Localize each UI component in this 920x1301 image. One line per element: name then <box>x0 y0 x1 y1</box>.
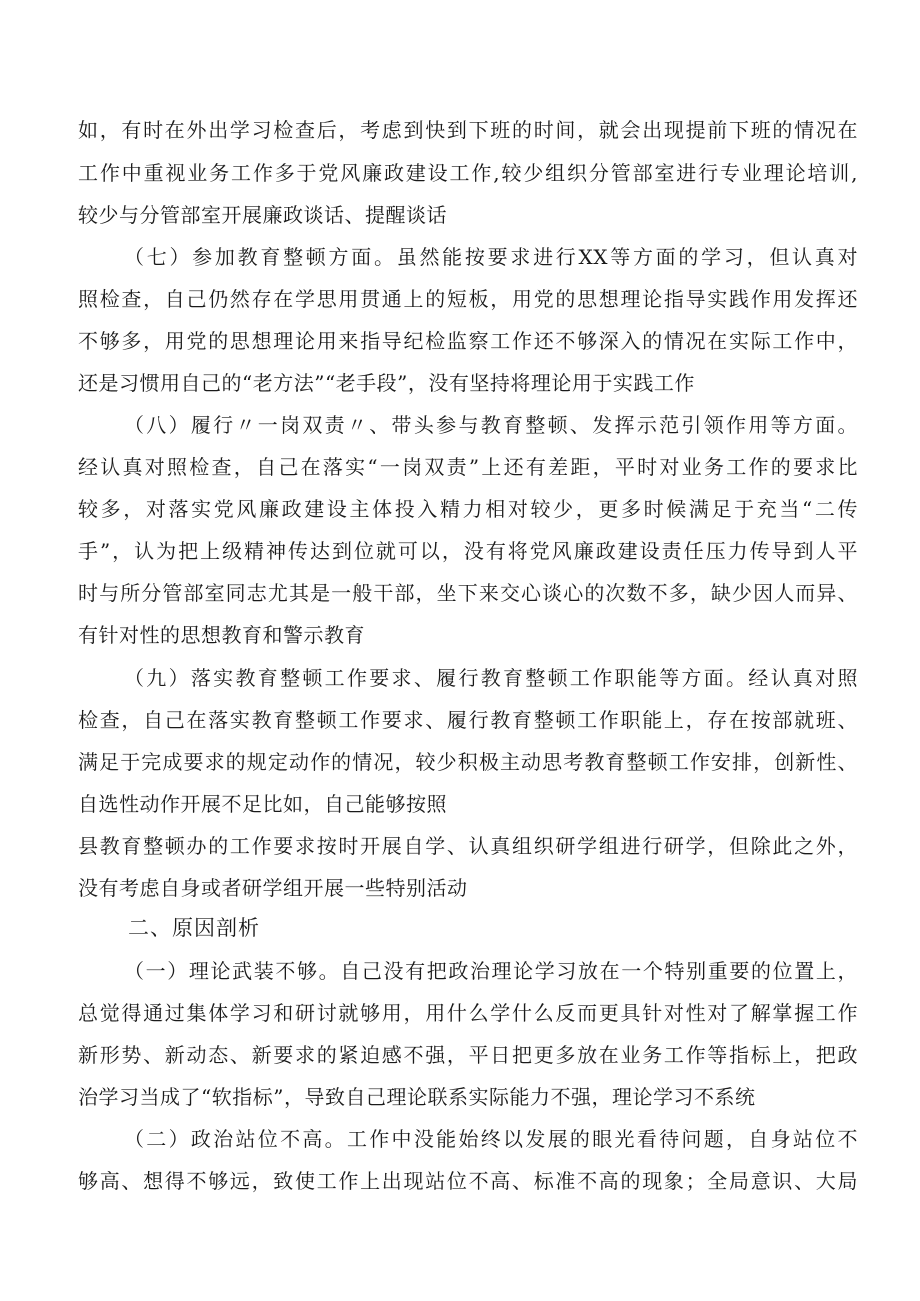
text-line: 如，有时在外出学习检查后，考虑到快到下班的时间，就会出现提前下班的情况在 <box>78 118 858 142</box>
text-line: 有针对性的思想教育和警示教育 <box>78 623 365 647</box>
text-line: 治学习当成了“软指标”，导致自己理论联系实际能力不强，理论学习不系统 <box>78 1085 756 1109</box>
text-line: 总觉得通过集体学习和研讨就够用，用什么学什么反而更具针对性对了解掌握工作 <box>78 1001 858 1025</box>
text-line: 满足于完成要求的规定动作的情况，较少积极主动思考教育整顿工作安排，创新性、 <box>78 750 858 774</box>
text-line: 县教育整顿办的工作要求按时开展自学、认真组织研学组进行研学，但除此之外， <box>78 834 858 858</box>
paragraph-start-line: （一）理论武装不够。自己没有把政治理论学习放在一个特别重要的位置上， <box>124 959 858 983</box>
paragraph-start-line: （七）参加教育整顿方面。虽然能按要求进行XX等方面的学习，但认真对 <box>124 245 858 269</box>
text-line: 工作中重视业务工作多于党风廉政建设工作,较少组织分管部室进行专业理论培训, <box>78 161 858 185</box>
text-line: 手”，认为把上级精神传达到位就可以，没有将党风廉政建设责任压力传导到人平 <box>78 539 858 563</box>
text-line: 新形势、新动态、新要求的紧迫感不强，平日把更多放在业务工作等指标上，把政 <box>78 1043 858 1067</box>
text-line: 检查，自己在落实教育整顿工作要求、履行教育整顿工作职能上，存在按部就班、 <box>78 708 858 732</box>
paragraph-start-line: （八）履行〃一岗双责〃、带头参与教育整顿、发挥示范引领作用等方面。 <box>124 413 858 437</box>
text-line: 照检查，自己仍然存在学思用贯通上的短板，用党的思想理论指导实践作用发挥还 <box>78 287 858 311</box>
text-line: 时与所分管部室同志尤其是一般干部，坐下来交心谈心的次数不多，缺少因人而异、 <box>78 581 858 605</box>
text-line: 较多，对落实党风廉政建设主体投入精力相对较少，更多时候满足于充当“二传 <box>78 497 858 521</box>
text-line: 还是习惯用自己的“老方法”“老手段”，没有坚持将理论用于实践工作 <box>78 371 695 395</box>
text-line: 不够多，用党的思想理论用来指导纪检监察工作还不够深入的情况在实际工作中， <box>78 329 858 353</box>
text-line: 没有考虑自身或者研学组开展一些特别活动 <box>78 876 468 900</box>
text-line: 较少与分管部室开展廉政谈话、提醒谈话 <box>78 203 447 227</box>
section-heading: 二、原因剖析 <box>128 916 260 940</box>
text-line: 够高、想得不够远，致使工作上出现站位不高、标准不高的现象；全局意识、大局 <box>78 1169 858 1193</box>
paragraph-start-line: （二）政治站位不高。工作中没能始终以发展的眼光看待问题，自身站位不 <box>124 1127 858 1151</box>
paragraph-start-line: （九）落实教育整顿工作要求、履行教育整顿工作职能等方面。经认真对照 <box>124 666 858 690</box>
text-line: 经认真对照检查，自己在落实“一岗双责”上还有差距，平时对业务工作的要求比 <box>78 455 858 479</box>
text-line: 自选性动作开展不足比如，自己能够按照 <box>78 792 447 816</box>
